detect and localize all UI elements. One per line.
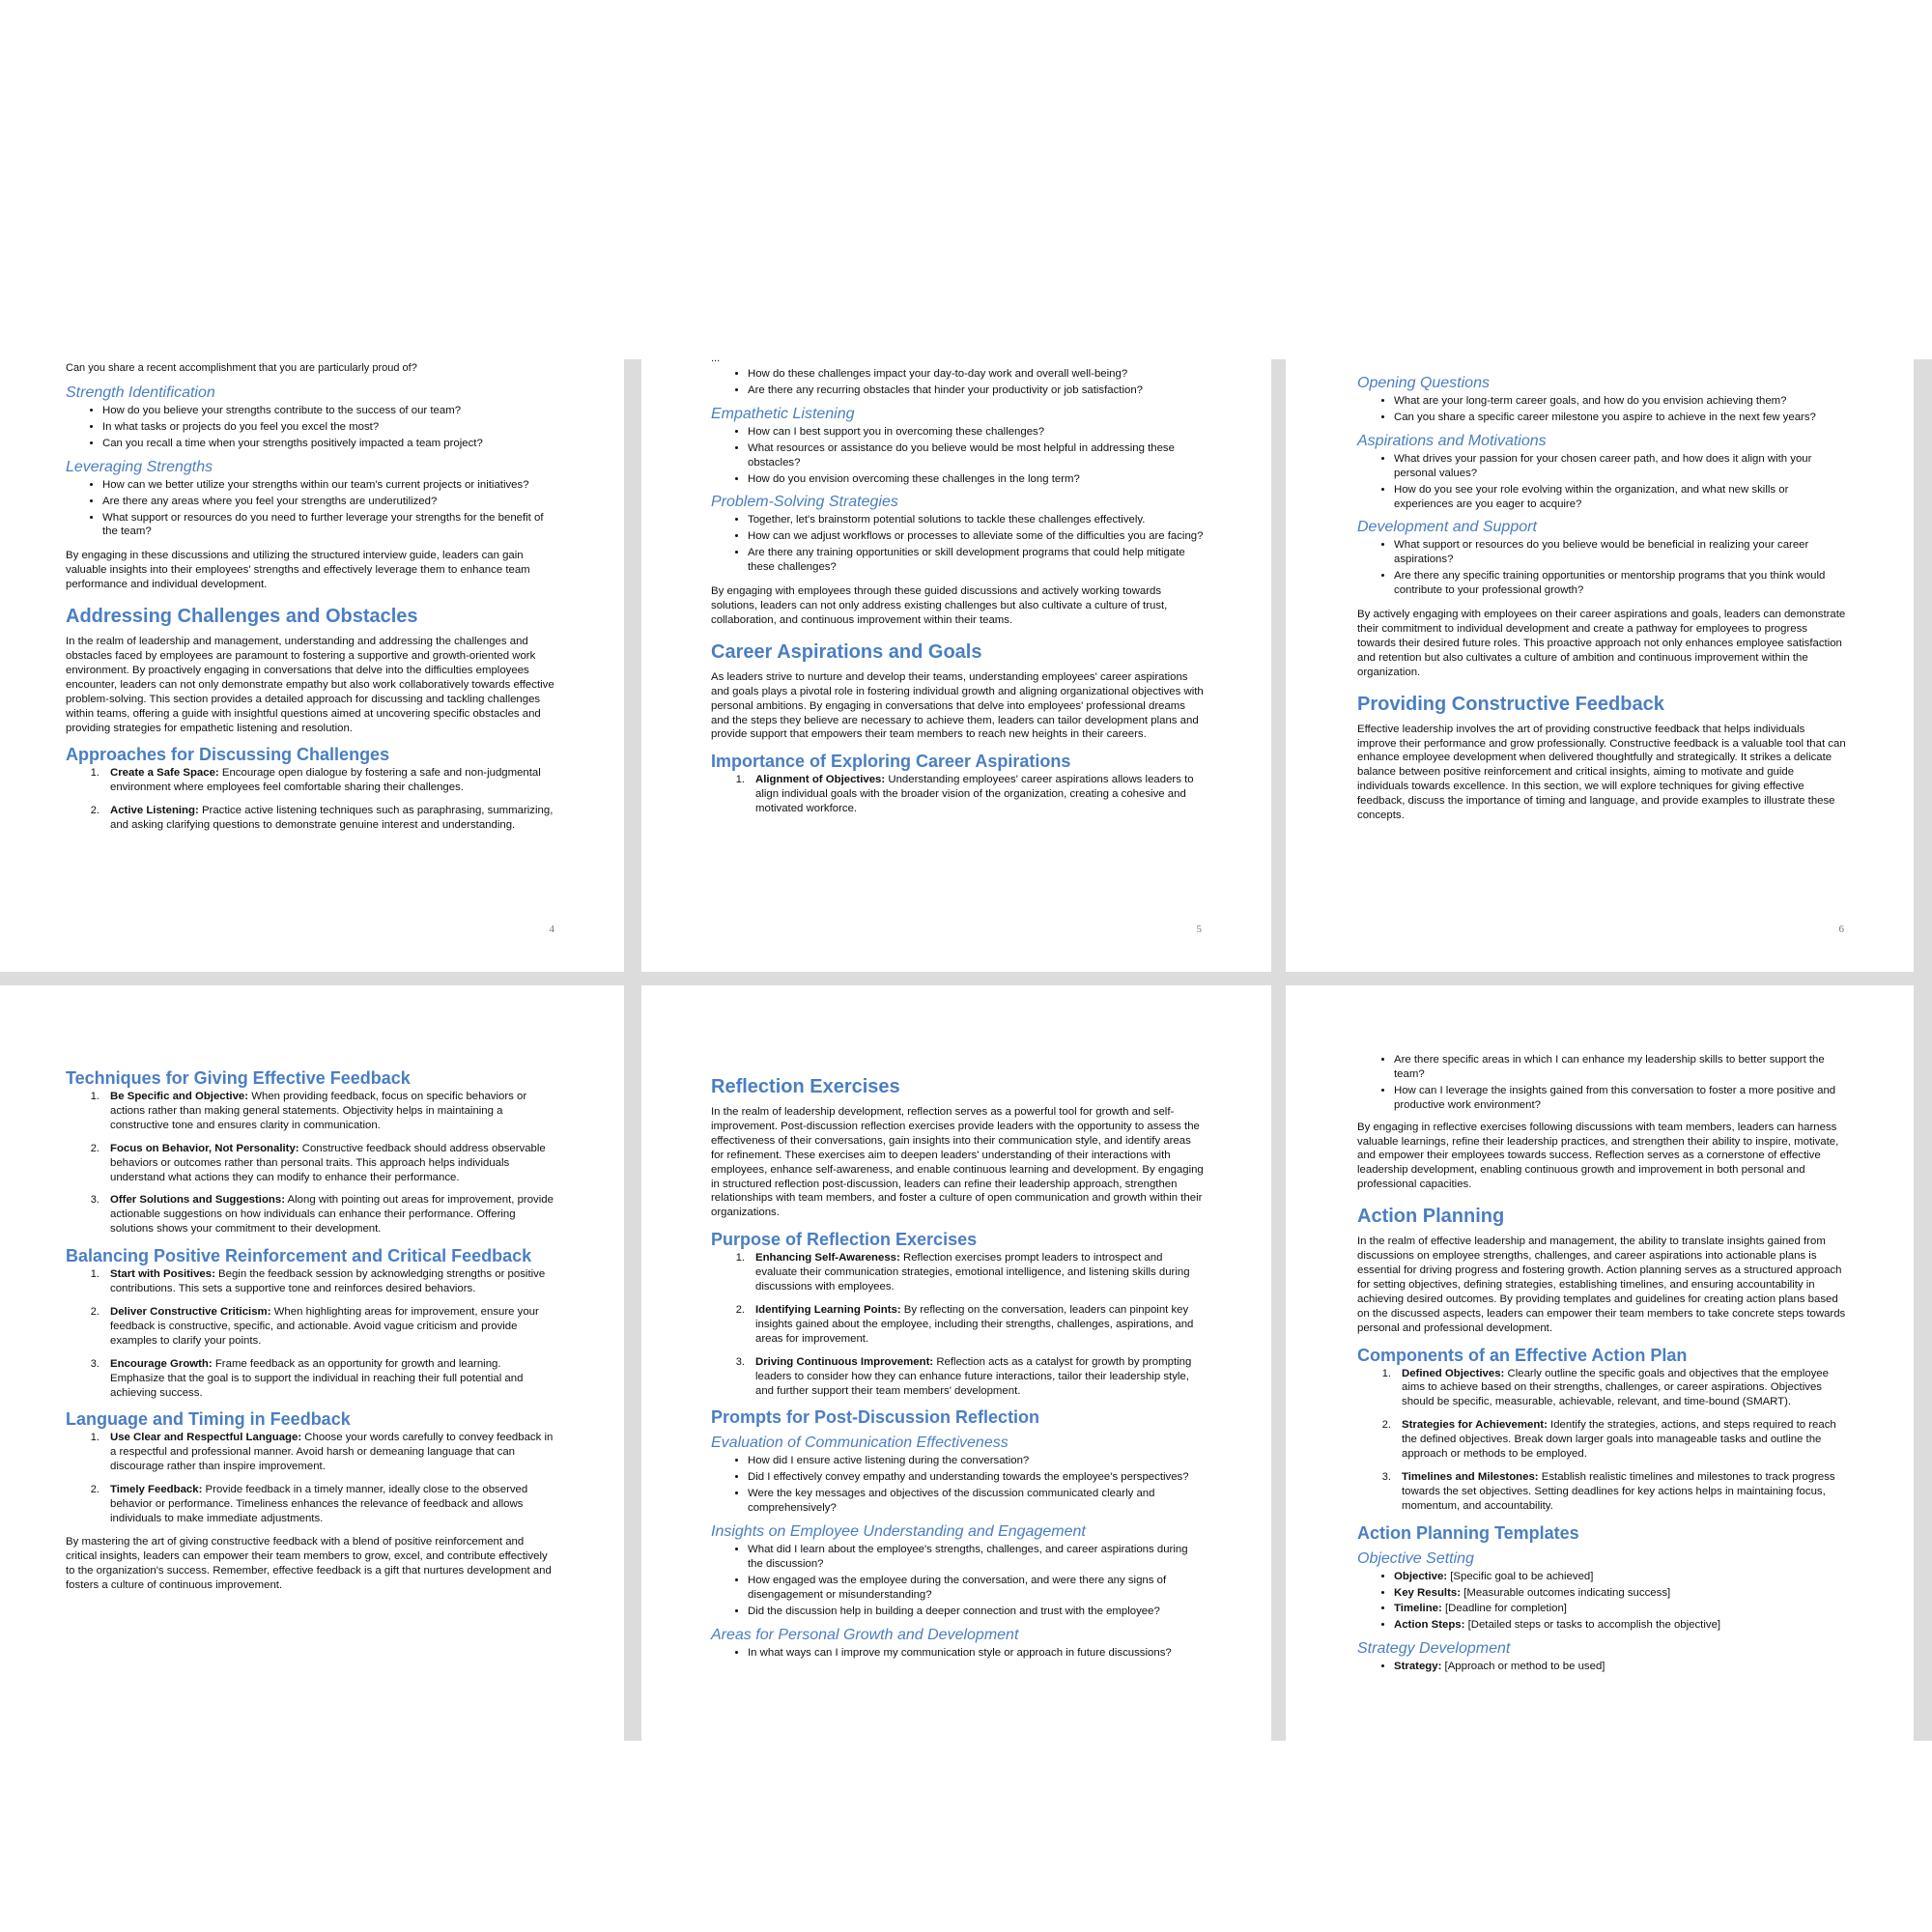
document-page-4 <box>0 359 624 972</box>
numbered-item: 2. Timely Feedback: Provide feedback in a timely manner, ideally close to the observed behavior or performance. Timeliness enhances the relevance of feedback and allows individuals to make immediate adjustments. <box>102 1483 556 1526</box>
list-item: • How do these challenges impact your day-to-day work and overall well-being? <box>748 367 1204 382</box>
numbered-item: 2. Focus on Behavior, Not Personality: Constructive feedback should address observable behaviors or outcomes rather than personal traits. This approach helps individuals understand what actions they can modify to enhance their performance. <box>102 1142 556 1185</box>
subheading-leveraging-strengths: Leveraging Strengths <box>66 458 213 475</box>
heading-addressing-challenges: Addressing Challenges and Obstacles <box>66 606 418 628</box>
numbered-item: 1. Use Clear and Respectful Language: Choose your words carefully to convey feedback in a respectful and professional manner. Avoid harsh or demeaning language that can discourage rather than inspire improvement. <box>102 1431 556 1474</box>
page-number: 5 <box>1196 923 1202 935</box>
list-item: • What drives your passion for your chosen career path, and how does it align with your personal values? <box>1394 452 1846 481</box>
techniques-list <box>66 1090 556 1236</box>
list-item: • Are there any recurring obstacles that hinder your productivity or job satisfaction? <box>748 384 1204 398</box>
balancing-list <box>66 1267 556 1400</box>
subheading-evaluation: Evaluation of Communication Effectiveness <box>711 1435 1009 1452</box>
list-item: • Are there any areas where you feel your strengths are underutilized? <box>102 495 556 509</box>
heading-approaches: Approaches for Discussing Challenges <box>66 745 390 765</box>
subheading-areas-growth: Areas for Personal Growth and Development <box>711 1626 1019 1643</box>
heading-career-aspirations: Career Aspirations and Goals <box>711 640 982 663</box>
subheading-strategy-development: Strategy Development <box>1357 1640 1511 1658</box>
subheading-insights: Insights on Employee Understanding and Engagement <box>711 1523 1086 1541</box>
list-item: • Can you share a specific career milestone you aspire to achieve in the next few years? <box>1394 411 1846 425</box>
list-item: • Were the key messages and objectives of the discussion communicated clearly and comprehensively? <box>748 1487 1204 1516</box>
leveraging-strengths-list <box>66 478 556 540</box>
numbered-item: 3. Encourage Growth: Frame feedback as an opportunity for growth and learning. Emphasize that the goal is to support the individual in reaching their full potential and achieving success. <box>102 1357 556 1401</box>
heading-components: Components of an Effective Action Plan <box>1357 1345 1688 1365</box>
page-number: 4 <box>549 923 554 935</box>
numbered-item: 1. Create a Safe Space: Encourage open dialogue by fostering a safe and non-judgmental environment where employees feel comfortable sharing their challenges. <box>102 766 556 795</box>
problem-solving-list <box>711 513 1204 575</box>
aspirations-list <box>1357 452 1846 512</box>
paragraph: In the realm of effective leadership and management, the ability to translate insights gained from discussions on employee strengths, challenges, and career aspirations into actionable plans is essential for driving progress and fostering growth. Action planning serves as a structured approach for setting objectives, defining strategies, establishing timelines, and ensuring accountability in achieving desired outcomes. By providing templates and guidelines for creating action plans based on the discussed aspects, leaders can empower their team members to take concrete steps towards personal and professional development. <box>1357 1236 1846 1334</box>
subheading-empathetic-listening: Empathetic Listening <box>711 405 855 422</box>
list-item: • How can we better utilize your strengths within our team's current projects or initiatives? <box>102 478 556 493</box>
list-item: • What did I learn about the employee's strengths, challenges, and career aspirations during the discussion? <box>748 1543 1204 1572</box>
list-item: • What support or resources do you need to further leverage your strengths for the benefit of the team? <box>102 511 556 540</box>
numbered-item: 1. Alignment of Objectives: Understanding employees' career aspirations allows leaders to align individual goals with the broader vision of the organization, creating a cohesive and motivated workforce. <box>748 773 1204 816</box>
opening-questions-list <box>1357 394 1846 425</box>
subheading-development-support: Development and Support <box>1357 519 1537 536</box>
heading-prompts: Prompts for Post-Discussion Reflection <box>711 1407 1040 1428</box>
document-page-6 <box>1286 359 1914 972</box>
insights-list <box>711 1543 1204 1619</box>
list-item: • Are there any training opportunities or skill development programs that could help mitigate these challenges? <box>748 546 1204 575</box>
evaluation-list <box>711 1454 1204 1516</box>
list-item: • Timeline: [Deadline for completion] <box>1394 1602 1846 1616</box>
heading-templates: Action Planning Templates <box>1357 1522 1579 1543</box>
heading-importance: Importance of Exploring Career Aspirations <box>711 752 1071 772</box>
subheading-strength-identification: Strength Identification <box>66 384 215 401</box>
approaches-list <box>66 766 556 833</box>
heading-purpose: Purpose of Reflection Exercises <box>711 1230 978 1250</box>
purpose-list <box>711 1251 1204 1398</box>
heading-action-planning: Action Planning <box>1357 1206 1505 1228</box>
list-item: • How can I best support you in overcoming these challenges? <box>748 425 1204 440</box>
list-item: • Action Steps: [Detailed steps or tasks to accomplish the objective] <box>1394 1618 1846 1633</box>
subheading-aspirations: Aspirations and Motivations <box>1357 432 1547 449</box>
heading-balancing: Balancing Positive Reinforcement and Critical Feedback <box>66 1246 532 1266</box>
numbered-item: 1. Start with Positives: Begin the feedback session by acknowledging strengths or positive contributions. This sets a supportive tone and reinforces desired behaviors. <box>102 1267 556 1296</box>
paragraph: By engaging in these discussions and utilizing the structured interview guide, leaders can gain valuable insights into their employees' strengths and effectively leverage them to enhance team performance and individual development. <box>66 550 530 591</box>
paragraph: By engaging with employees through these guided discussions and actively working towards solutions, leaders can not only address existing challenges but also cultivate a culture of trust, collaboration, and continuous improvement within their teams. <box>711 585 1168 626</box>
subheading-objective-setting: Objective Setting <box>1357 1549 1474 1567</box>
empathetic-listening-list <box>711 425 1204 487</box>
list-item: • In what ways can I improve my communication style or approach in future discussions? <box>748 1646 1204 1661</box>
list-item: • How engaged was the employee during the conversation, and were there any signs of disengagement or misunderstanding? <box>748 1574 1204 1603</box>
paragraph: By actively engaging with employees on their career aspirations and goals, leaders can demonstrate their commitment to individual development and create a pathway for employees to progress towards their desired future roles. This proactive approach not only enhances employee satisfaction and retention but also cultivates a culture of ambition and continuous improvement within the organization. <box>1357 609 1846 678</box>
document-page-8 <box>641 985 1271 1741</box>
paragraph: By mastering the art of giving constructive feedback with a blend of positive reinforcement and critical insights, leaders can empower their team members to grow, excel, and contribute effectively to the organization's success. Remember, effective feedback is a gift that nurtures development and fosters a culture of continuous improvement. <box>66 1535 552 1591</box>
list-item: • How can I leverage the insights gained from this conversation to foster a more positive and productive work environment? <box>1394 1084 1846 1113</box>
list-item: • What are your long-term career goals, and how do you envision achieving them? <box>1394 394 1846 409</box>
paragraph: As leaders strive to nurture and develop their teams, understanding employees' career aspirations and goals plays a pivotal role in fostering individual growth and aligning organizational objectives with personal ambitions. By engaging in conversations that delve into employees' professional dreams and the steps they believe are necessary to achieve them, leaders can tailor development plans and provide support that empowers their team members to reach new heights in their careers. <box>711 670 1204 741</box>
heading-language-timing: Language and Timing in Feedback <box>66 1409 351 1430</box>
list-item: • How can we adjust workflows or processes to alleviate some of the difficulties you are facing? <box>748 529 1204 544</box>
objective-setting-list <box>1357 1570 1846 1634</box>
paragraph: In the realm of leadership and management, understanding and addressing the challenges and obstacles faced by employees are paramount to fostering a supportive and growth-oriented work environment. By proactively engaging in conversations that delve into the difficulties employees encounter, leaders can not only demonstrate empathy but also work collaboratively towards effective problem-solving. This section provides a detailed approach for discussing and tackling challenges within teams, offering a guide with insightful questions aimed at uncovering specific obstacles and providing strategies for empathetic listening and resolution. <box>66 636 554 734</box>
subheading-opening-questions: Opening Questions <box>1357 375 1490 391</box>
numbered-item: 2. Deliver Constructive Criticism: When highlighting areas for improvement, ensure your feedback is constructive, specific, and actionable. Avoid vague criticism and provide examples to clarify your points. <box>102 1305 556 1349</box>
list-item: • What resources or assistance do you believe would be most helpful in addressing these obstacles? <box>748 441 1204 470</box>
list-item: • How did I ensure active listening during the conversation? <box>748 1454 1204 1468</box>
strategy-development-list <box>1357 1660 1846 1674</box>
numbered-item: 2. Active Listening: Practice active listening techniques such as paraphrasing, summarizing, and asking clarifying questions to demonstrate genuine interest and understanding. <box>102 804 556 833</box>
numbered-item: 3. Timelines and Milestones: Establish realistic timelines and milestones to track progress towards the set objectives. Setting deadlines for key actions helps in maintaining focus, momentum, and accountability. <box>1394 1470 1846 1514</box>
numbered-item: 2. Strategies for Achievement: Identify the strategies, actions, and steps required to reach the defined objectives. Break down larger goals into manageable tasks and outline the approach or methods to be employed. <box>1394 1418 1846 1462</box>
document-page-7 <box>0 985 624 1741</box>
list-item: • Key Results: [Measurable outcomes indicating success] <box>1394 1586 1846 1601</box>
numbered-item: 3. Offer Solutions and Suggestions: Along with pointing out areas for improvement, provide actionable suggestions on how individuals can enhance their performance. Offering solutions shows your commitment to their development. <box>102 1193 556 1236</box>
components-list <box>1357 1367 1846 1514</box>
paragraph: In the realm of leadership development, reflection serves as a powerful tool for growth and self-improvement. Post-discussion reflection exercises provide leaders with the opportunity to assess the effectiveness of their conversations, gain insights into their communication style, and identify areas for refinement. These exercises aim to deepen leaders' understanding of their interactions with employees, enhance self-awareness, and enable continuous learning and development. By engaging in structured reflection post-discussion, leaders can refine their leadership approach, strengthen relationships with team members, and foster a culture of open communication and growth within their organizations. <box>711 1106 1204 1219</box>
challenges-questions-list <box>711 367 1204 398</box>
document-page-5 <box>641 353 1271 972</box>
list-item: • Strategy: [Approach or method to be used] <box>1394 1660 1846 1674</box>
development-support-list <box>1357 538 1846 598</box>
list-item: • What support or resources do you believe would be beneficial in realizing your career aspirations? <box>1394 538 1846 567</box>
heading-constructive-feedback: Providing Constructive Feedback <box>1357 693 1664 715</box>
list-item: • Can you recall a time when your strengths positively impacted a team project? <box>102 437 556 451</box>
numbered-item: 1. Defined Objectives: Clearly outline the specific goals and objectives that the employee aims to achieve based on their strengths, challenges, or career aspirations. Objectives should be specific, measurable, achievable, relevant, and time-bound (SMART). <box>1394 1367 1846 1410</box>
numbered-item: 1. Enhancing Self-Awareness: Reflection exercises prompt leaders to introspect and evaluate their communication strategies, emotional intelligence, and listening skills during discussions with employees. <box>748 1251 1204 1294</box>
page-number: 6 <box>1838 923 1844 935</box>
reflection-questions-list <box>1357 1053 1846 1113</box>
heading-reflection-exercises: Reflection Exercises <box>711 1076 900 1097</box>
list-item: • Are there specific areas in which I can enhance my leadership skills to better support the team? <box>1394 1053 1846 1082</box>
paragraph: Effective leadership involves the art of providing constructive feedback that helps individuals improve their performance and grow professionally. Constructive feedback is a valuable tool that can enhance employee development when delivered thoughtfully and strategically. It strikes a delicate balance between positive reinforcement and critical insights, aiming to motivate and guide individuals towards excellence. In this section, we will explore techniques for giving effective feedback, discuss the importance of timing and language, and provide examples to illustrate these concepts. <box>1357 723 1846 822</box>
list-item: • Did I effectively convey empathy and understanding towards the employee's perspectives? <box>748 1470 1204 1485</box>
numbered-item: 3. Driving Continuous Improvement: Reflection acts as a catalyst for growth by prompting leaders to consider how they can enhance future interactions, tailor their leadership style, and further support their team members' development. <box>748 1355 1204 1399</box>
list-item: • Together, let's brainstorm potential solutions to tackle these challenges effectively. <box>748 513 1204 527</box>
list-item: • In what tasks or projects do you feel you excel the most? <box>102 420 556 435</box>
paragraph: By engaging in reflective exercises following discussions with team members, leaders can harness valuable learnings, refine their leadership practices, and strengthen their ability to inspire, motivate, and empower their employees towards success. Reflection serves as a cornerstone of effective leadership development, enabling continuous growth and improvement in both personal and professional capacities. <box>1357 1121 1839 1191</box>
subheading-problem-solving: Problem-Solving Strategies <box>711 494 898 511</box>
heading-techniques: Techniques for Giving Effective Feedback <box>66 1068 411 1088</box>
numbered-item: 1. Be Specific and Objective: When providing feedback, focus on specific behaviors or actions rather than making general statements. Objectivity helps in maintaining a constructive tone and ensures clarity in communication. <box>102 1090 556 1133</box>
importance-list <box>711 773 1204 816</box>
list-item: • Are there any specific training opportunities or mentorship programs that you think would contribute to your professional growth? <box>1394 569 1846 598</box>
list-item: • Objective: [Specific goal to be achieved] <box>1394 1570 1846 1584</box>
document-page-9 <box>1286 985 1914 1741</box>
areas-growth-list <box>711 1646 1204 1661</box>
list-item: • How do you envision overcoming these challenges in the long term? <box>748 472 1204 487</box>
list-item: • How do you believe your strengths contribute to the success of our team? <box>102 404 556 418</box>
list-item: • How do you see your role evolving within the organization, and what new skills or experiences are you eager to acquire? <box>1394 483 1846 512</box>
language-list <box>66 1431 556 1525</box>
strength-identification-list <box>66 404 556 451</box>
numbered-item: 2. Identifying Learning Points: By reflecting on the conversation, leaders can pinpoint key insights gained about the employee, including their strengths, challenges, aspirations, and areas for improvement. <box>748 1303 1204 1347</box>
list-item: • Did the discussion help in building a deeper connection and trust with the employee? <box>748 1605 1204 1619</box>
cut-off-list-item: Can you share a recent accomplishment that you are particularly proud of? <box>66 362 417 374</box>
cut-off-list-item: ... <box>711 353 721 364</box>
